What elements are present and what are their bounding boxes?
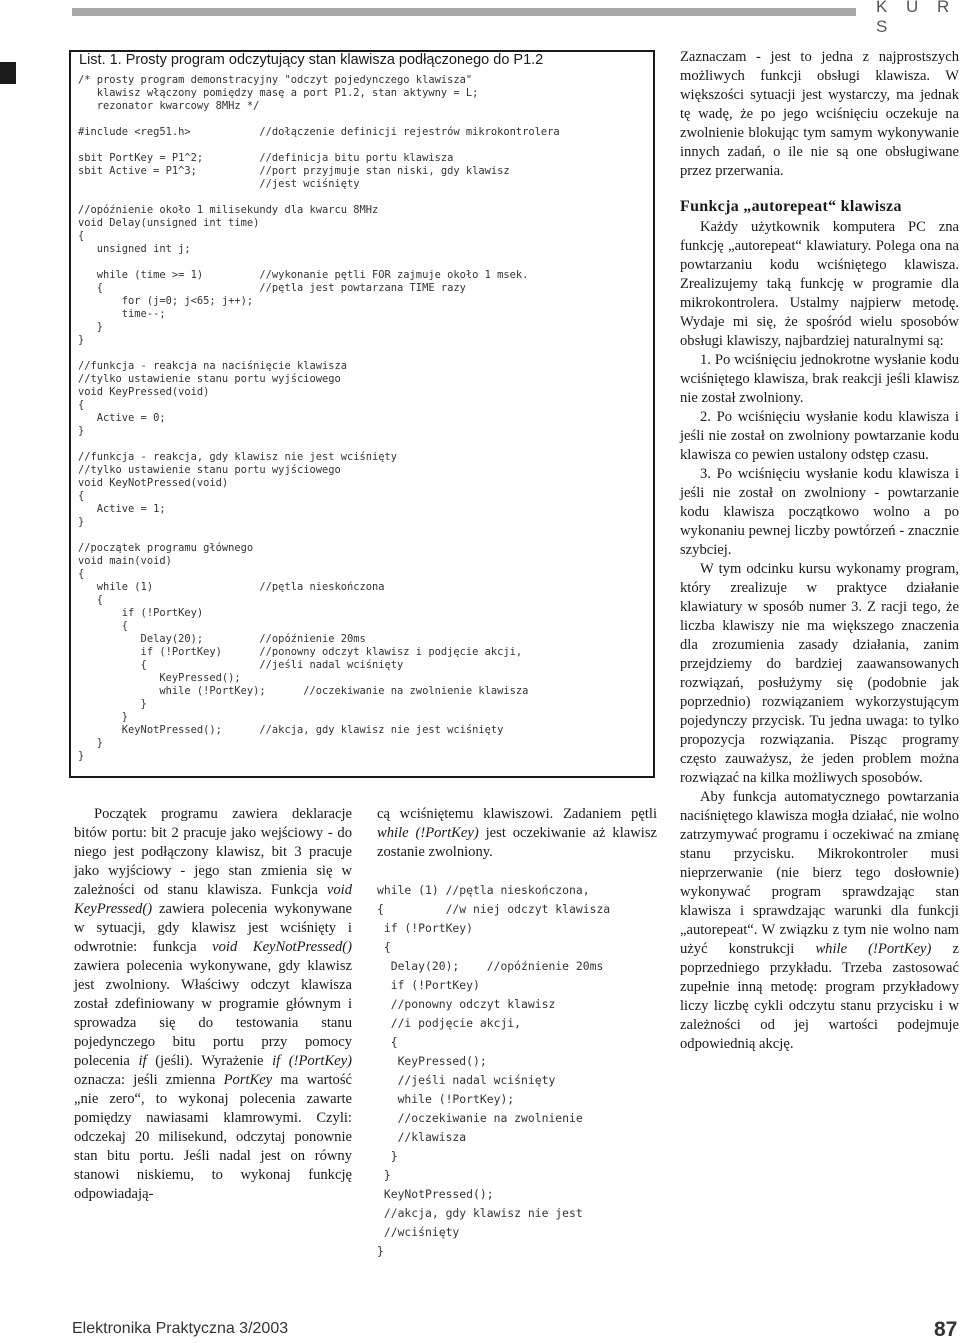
- text-run: Początek programu zawiera deklaracje bitów portu: bit 2 pracuje jako wejściowy - do niego jest podłączony klawisz, bit 3 pracuje jako wyjściowy - jego stan zmienia się w zależności od stanu klawisza. Funkcja: [74, 806, 352, 898]
- code-term: while (!PortKey): [377, 825, 479, 841]
- page-number: 87: [934, 1318, 958, 1341]
- col3-paragraph: Każdy użytkownik komputera PC zna funkcję „autorepeat“ klawiatury. Polega ona na powtarzaniu kodu wciśniętego klawisza. Zrealizujemy taką funkcję w programie dla mikrokontrolera. Ustalmy najpierw metodę. Wydaje mi się, że spośród wielu sposobów obsługi klawiszy, najbardziej naturalnymi są:: [680, 219, 959, 349]
- col3-paragraph: W tym odcinku kursu wykonamy program, który zrealizuje w praktyce działanie klawiatury w sposób numer 3. Z racji tego, że liczba klawiszy nie ma większego znaczenia dla zrozumienia zasady działania, zanim przejdziemy do bardziej zaawansowanych rozwiązań, posłużymy się (podobnie jak poprzednio) rozwiązaniem wykorzystującym pojedynczy przycisk. Tu jedna uwaga: to tylko propozycja rozwiązania. Pisząc programy często zauważysz, że jeden problem można rozwiązać na kilka możliwych sposobów.: [680, 561, 959, 786]
- text-run: (jeśli). Wyrażenie: [146, 1053, 273, 1069]
- list-item: 3. Po wciśnięciu wysłanie kodu klawisza i jeśli nie został on zwolniony - powtarzanie kodu klawisza początkowo wolno a po wykonaniu pewnej liczby powtórzeń - znacznie szybciej.: [680, 466, 959, 558]
- code-term: void KeyNotPressed(): [212, 939, 352, 955]
- magazine-issue: Elektronika Praktyczna 3/2003: [72, 1320, 289, 1337]
- article-column-1: [74, 805, 352, 1204]
- col2-paragraph: [377, 805, 657, 862]
- code-term: while (!PortKey): [815, 941, 932, 957]
- article-column-2: [377, 805, 657, 862]
- text-run: z poprzedniego przykładu. Trzeba zastosować zupełnie inną metodę: program przykładowy liczy liczbę cykli odczytu stanu przycisku i w zależności od jej wartości podejmuje odpowiednią akcję.: [680, 941, 959, 1052]
- listing-code: /* prosty program demonstracyjny "odczyt pojedynczego klawisza" klawisz włączony pomiędzy masę a port P1.2, stan aktywny = L; rezonator kwarcowy 8MHz */ #include <reg51.h> //dołączenie definicji rejestrów mikrokontrolera sbit PortKey = P1^2; //definicja bitu portu klawisza sbit Active = P1^3; //port przyjmuje stan niski, gdy klawisz //jest wciśnięty //opóźnienie około 1 milisekundy dla kwarcu 8MHz void Delay(unsigned int time) { unsigned int j; while (time >= 1) //wykonanie pętli FOR zajmuje około 1 msek. { //pętla jest powtarzana TIME razy for (j=0; j<65; j++); time--; } } //funkcja - reakcja na naciśnięcie klawisza //tylko ustawienie stanu portu wyjściowego void KeyPressed(void) { Active = 0; } //funkcja - reakcja, gdy klawisz nie jest wciśnięty //tylko ustawienie stanu portu wyjściowego void KeyNotPressed(void) { Active = 1; } //początek programu głównego void main(void) { while (1) //pętla nieskończona { if (!PortKey) { Delay(20); //opóźnienie 20ms if (!PortKey) //ponowny odczyt klawisz i podjęcie akcji, { //jeśli nadal wciśnięty KeyPressed(); while (!PortKey); //oczekiwanie na zwolnienie klawisza } } KeyNotPressed(); //akcja, gdy klawisz nie jest wciśnięty } }: [78, 74, 560, 762]
- text-run: zawiera polecenia wykonywane w sytuacji, gdy klawisz jest wciśnięty i odwrotnie: funkcja: [74, 901, 352, 955]
- text-run: ma wartość „nie zero“, to wykonaj polecenia zawarte pomiędzy nawiasami klamrowymi. Czyli: odczekaj 20 milisekund, odczytaj ponownie stan bitu portu. Jeśli nadal jest on równy stanowi niskiemu, to wykonaj funkcję odpowiadają-: [74, 1072, 353, 1202]
- text-run: jest oczekiwanie aż klawisz zostanie zwolniony.: [377, 825, 657, 860]
- spacer: [680, 181, 959, 197]
- code-term: if (!PortKey): [272, 1053, 352, 1069]
- section-heading: Funkcja „autorepeat“ klawisza: [680, 198, 902, 215]
- text-run: Aby funkcja automatycznego powtarzania naciśniętego klawisza mogła działać, nie wolno zatrzymywać programu i oczekiwać na zmianę stanu przycisku. Mikrokontroler musi nieprzerwanie (nie bierz tego dosłownie) wykonywać program sprawdzając stan klawisza i sprawdzając warunki dla funkcji „autorepeat“. W związku z tym nie wolno nam użyć konstrukcji: [680, 789, 959, 957]
- code-term: if: [138, 1053, 147, 1069]
- list-item: 1. Po wciśnięciu jednokrotne wysłanie kodu wciśniętego klawisza, brak reakcji jeśli klawisz nie został zwolniony.: [680, 352, 959, 406]
- text-run: cą wciśniętemu klawiszowi. Zadaniem pętli: [377, 806, 657, 822]
- section-label: K U R S: [876, 0, 957, 36]
- col1-paragraph: [74, 805, 352, 1204]
- col3-intro: Zaznaczam - jest to jedna z najprostszych możliwych funkcji obsługi klawisza. W większości sytuacji jest wystarczy, ma jednak tę wadę, że po jego wciśnięciu oczekuje na zwolnienie blokując tym samym wykonywanie innych zadań, o ile nie są one obsługiwane przez przerwania.: [680, 49, 959, 179]
- col3-paragraph: [680, 788, 959, 1054]
- margin-tab-marker: [0, 62, 16, 84]
- inline-code-listing: while (1) //pętla nieskończona, { //w niej odczyt klawisza if (!PortKey) { Delay(20); //opóźnienie 20ms if (!PortKey) //ponowny odczyt klawisz //i podjęcie akcji, { KeyPressed(); //jeśli nadal wciśnięty while (!PortKey); //oczekiwanie na zwolnienie //klawisza } } KeyNotPressed(); //akcja, gdy klawisz nie jest //wciśnięty }: [377, 883, 611, 1258]
- code-term: void KeyPressed(): [74, 882, 352, 917]
- header-bar: [72, 8, 856, 16]
- list-item: 2. Po wciśnięciu wysłanie kodu klawisza i jeśli nie został on zwolniony powtarzanie kodu klawisza co pewien ustalony odstęp czasu.: [680, 409, 959, 463]
- code-term: PortKey: [223, 1072, 273, 1088]
- text-run: oznacza: jeśli zmienna: [74, 1072, 224, 1088]
- listing-title: List. 1. Prosty program odczytujący stan klawisza podłączonego do P1.2: [79, 52, 544, 68]
- text-run: zawiera polecenia wykonywane, gdy klawisz jest zwolniony. Właściwy odczyt klawisza został zdefiniowany w programie głównym i sprowadza się do testowania stanu pojedynczego bitu portu przy pomocy polecenia: [74, 958, 352, 1069]
- article-column-3: [680, 48, 959, 1054]
